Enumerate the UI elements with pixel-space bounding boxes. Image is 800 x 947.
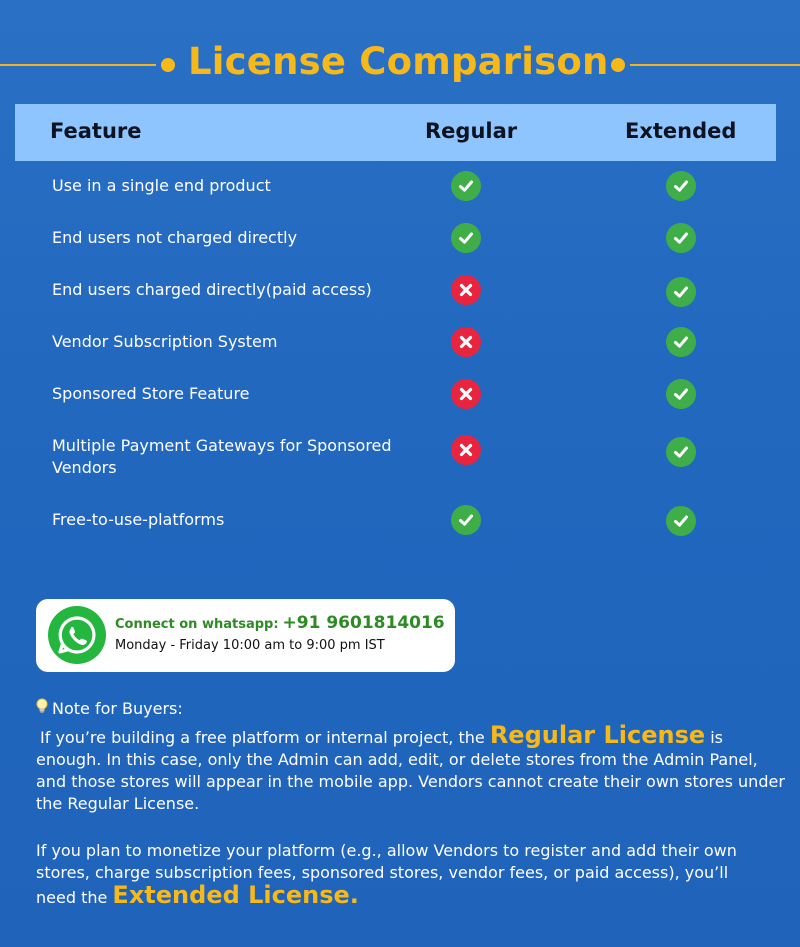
check-icon <box>672 443 690 461</box>
cross-icon <box>457 441 475 459</box>
check-icon <box>672 385 690 403</box>
check-icon <box>672 229 690 247</box>
cross-icon <box>457 281 475 299</box>
whatsapp-business-hours: Monday - Friday 10:00 am to 9:00 pm IST <box>115 638 385 653</box>
title-divider-right <box>630 64 800 66</box>
extended-license-highlight: Extended License. <box>112 881 359 909</box>
note-text: If you’re building a free platform or internal project, the <box>40 728 490 747</box>
extended-mark <box>666 277 696 307</box>
extended-mark <box>666 223 696 253</box>
regular-mark <box>451 275 481 305</box>
regular-mark <box>451 223 481 253</box>
note-text: is enough. In this case, only the Admin can add, edit, or delete stores from the Admin Panel, and those stores will appear in the mobile app. Vendors cannot create their own stores under the Regular License. <box>36 728 785 813</box>
header-regular: Regular <box>425 119 518 143</box>
title-divider-left <box>0 64 156 66</box>
table-header <box>15 104 776 161</box>
title-row <box>0 38 800 92</box>
check-icon <box>672 512 690 530</box>
check-icon <box>457 229 475 247</box>
whatsapp-contact-card[interactable] <box>36 599 455 672</box>
regular-mark <box>451 327 481 357</box>
feature-label: Multiple Payment Gateways for Sponsored Vendors <box>52 436 392 477</box>
header-feature: Feature <box>50 119 142 143</box>
lightbulb-icon <box>36 698 48 718</box>
regular-license-highlight: Regular License <box>489 721 706 749</box>
note-text: If you plan to monetize your platform (e.g., allow Vendors to register and add their own stores, charge subscription fees, sponsored stores, vendor fees, or paid access), you’ll need the <box>36 841 737 907</box>
extended-mark <box>666 379 696 409</box>
note-paragraph-regular <box>36 721 786 815</box>
whatsapp-connect-label: Connect on whatsapp: <box>115 617 279 632</box>
title-dot-right <box>611 58 625 72</box>
check-icon <box>457 177 475 195</box>
check-icon <box>672 283 690 301</box>
note-heading-text: Note for Buyers: <box>52 699 183 718</box>
extended-mark <box>666 506 696 536</box>
feature-label: Use in a single end product <box>52 176 271 195</box>
whatsapp-icon <box>48 606 106 664</box>
header-extended: Extended <box>625 119 737 143</box>
note-heading <box>36 698 183 718</box>
check-icon <box>457 511 475 529</box>
check-icon <box>672 333 690 351</box>
cross-icon <box>457 333 475 351</box>
title-dot-left <box>161 58 175 72</box>
regular-mark <box>451 505 481 535</box>
note-paragraph-extended <box>36 840 766 909</box>
whatsapp-connect-line <box>115 613 445 633</box>
feature-label: Vendor Subscription System <box>52 332 278 351</box>
extended-mark <box>666 327 696 357</box>
regular-mark <box>451 171 481 201</box>
check-icon <box>672 177 690 195</box>
regular-mark <box>451 435 481 465</box>
regular-mark <box>451 379 481 409</box>
cross-icon <box>457 385 475 403</box>
whatsapp-phone-number[interactable]: +91 9601814016 <box>282 613 445 633</box>
page-title: License Comparison <box>188 40 609 83</box>
feature-label: End users charged directly(paid access) <box>52 280 372 299</box>
feature-label: Sponsored Store Feature <box>52 384 250 403</box>
feature-label: End users not charged directly <box>52 228 298 247</box>
extended-mark <box>666 437 696 467</box>
extended-mark <box>666 171 696 201</box>
feature-label: Free-to-use-platforms <box>52 510 225 529</box>
